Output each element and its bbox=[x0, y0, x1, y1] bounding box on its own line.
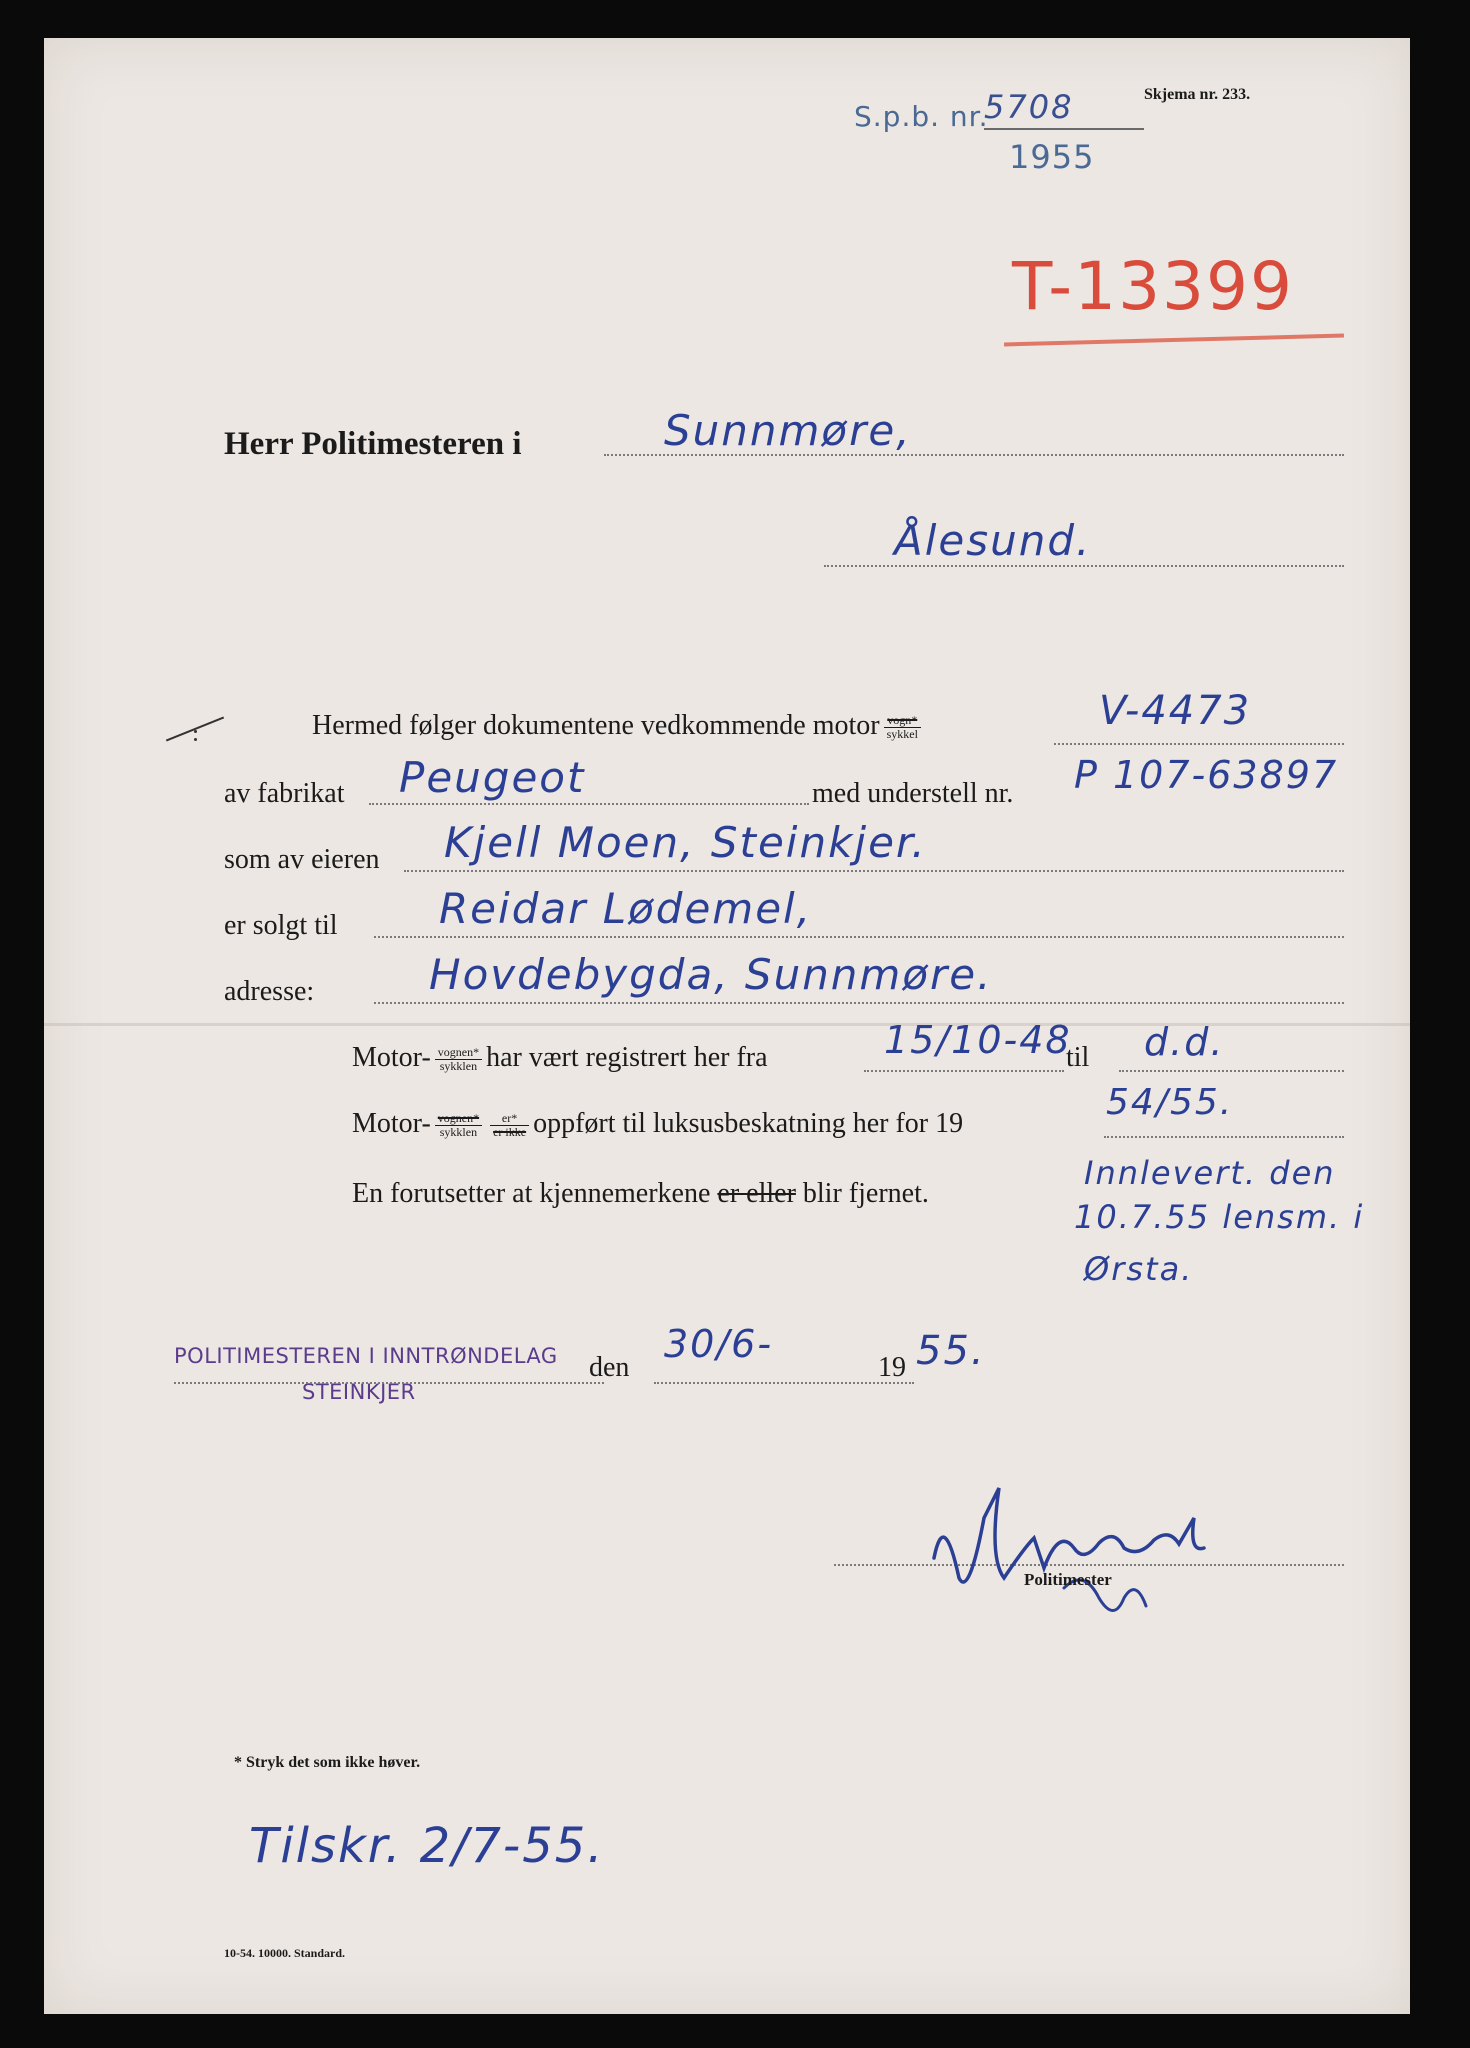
plates-note-3: Ørsta. bbox=[1084, 1250, 1194, 1288]
til-label: til bbox=[1066, 1042, 1090, 1073]
owner-label: som av eieren bbox=[224, 844, 380, 875]
form-paper bbox=[44, 38, 1410, 2014]
form-number: Skjema nr. 233. bbox=[1144, 86, 1251, 103]
spb-stamp-label: S.p.b. nr. bbox=[854, 100, 989, 133]
addressee-label: Herr Politimesteren i bbox=[224, 426, 522, 462]
footnote: * Stryk det som ikke høver. bbox=[234, 1754, 421, 1771]
year-prefix: 19 bbox=[878, 1352, 906, 1383]
registered-to: d.d. bbox=[1144, 1020, 1225, 1064]
registered-from: 15/10-48 bbox=[884, 1018, 1072, 1062]
spb-year: 1955 bbox=[1009, 138, 1095, 176]
hermed-label: Hermed følger dokumentene vedkommende motor $\frac{\text{vogn*}}{\text{sykkel}}$ bbox=[312, 710, 925, 742]
owner-value: Kjell Moen, Steinkjer. bbox=[444, 818, 927, 867]
fabrikat-label: av fabrikat bbox=[224, 778, 345, 809]
plates-note-1: Innlevert. den bbox=[1084, 1154, 1336, 1192]
plates-line: En forutsetter at kjennemerkene er eller blir fjernet. bbox=[352, 1178, 929, 1209]
buyer-value: Reidar Lødemel, bbox=[439, 884, 813, 933]
addressee-city: Ålesund. bbox=[894, 516, 1092, 565]
addressee-district: Sunnmøre, bbox=[664, 406, 912, 455]
motor-registered-line: Motor- $\frac{\text{vognen*}}{\text{sykklen}}$ har vært registrert her fra bbox=[352, 1042, 768, 1074]
luxury-year: 54/55. bbox=[1106, 1082, 1234, 1123]
reference-number: T-13399 bbox=[1012, 248, 1295, 325]
plates-note-2: 10.7.55 lensm. i bbox=[1074, 1198, 1365, 1236]
chassis-label: med understell nr. bbox=[812, 778, 1014, 809]
stamp-town: STEINKJER bbox=[302, 1380, 416, 1404]
signatory-title: Politimester bbox=[1024, 1570, 1112, 1589]
buyer-label: er solgt til bbox=[224, 910, 338, 941]
signed-date: 30/6- bbox=[664, 1322, 774, 1366]
chassis-value: P 107-63897 bbox=[1074, 753, 1339, 797]
spb-number: 5708 bbox=[984, 88, 1074, 126]
print-info: 10-54. 10000. Standard. bbox=[224, 1946, 346, 1960]
address-label: adresse: bbox=[224, 976, 315, 1007]
signature bbox=[924, 1448, 1254, 1648]
den-label: den bbox=[589, 1352, 630, 1383]
make-value: Peugeot bbox=[399, 753, 586, 802]
address-value: Hovdebygda, Sunnmøre. bbox=[429, 950, 993, 999]
year-suffix: 55. bbox=[916, 1328, 986, 1374]
red-underline bbox=[1004, 334, 1344, 347]
stamp-office: POLITIMESTEREN I INNTRØNDELAG bbox=[174, 1344, 558, 1368]
registration-number: V-4473 bbox=[1099, 688, 1252, 734]
forwarded-note: Tilskr. 2/7-55. bbox=[249, 1818, 605, 1874]
motor-luxury-line: Motor- $\frac{\text{vognen*}}{\text{sykklen}}$ $\frac{er*}{\text{er ikke}}$ oppført til luksusbeskatning her for 19 bbox=[352, 1108, 964, 1140]
